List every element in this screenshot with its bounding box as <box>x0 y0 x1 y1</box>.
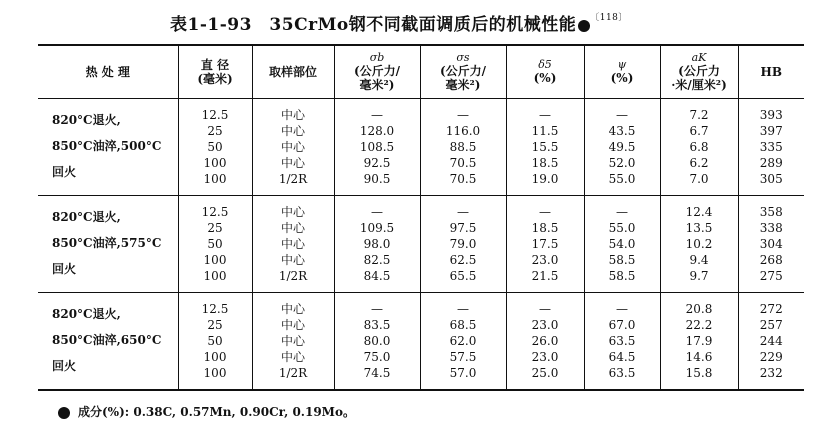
value-cell-hb: 358 338 304 268 275 <box>738 196 804 293</box>
treatment-cell: 820°C退火, 850°C油淬,500°C 回火 <box>38 99 178 196</box>
value-cell-ak: 20.8 22.2 17.9 14.6 15.8 <box>660 293 738 391</box>
treatment-group-row <box>38 196 804 293</box>
header-diameter: 直 径 (毫米) <box>178 45 252 99</box>
reference-mark: 〔118〕 <box>590 13 628 23</box>
value-cell-hb: 272 257 244 229 232 <box>738 293 804 391</box>
header-sigma-s: σs (公斤力/ 毫米²) <box>420 45 506 99</box>
table-title <box>170 10 628 35</box>
value-cell-pos: 中心 中心 中心 中心 1/2R <box>252 293 334 391</box>
value-cell-d: 12.5 25 50 100 100 <box>178 196 252 293</box>
header-position: 取样部位 <box>252 45 334 99</box>
footnote-text: 成分(%): 0.38C, 0.57Mn, 0.90Cr, 0.19Mo。 <box>78 405 355 419</box>
header-delta5: δ5 (%) <box>506 45 584 99</box>
bullet-icon <box>58 407 70 419</box>
value-cell-sb: — 128.0 108.5 92.5 90.5 <box>334 99 420 196</box>
header-row <box>38 45 804 99</box>
header-ak: aK (公斤力 ·米/厘米²) <box>660 45 738 99</box>
value-cell-d: 12.5 25 50 100 100 <box>178 293 252 391</box>
value-cell-d5: — 11.5 15.5 18.5 19.0 <box>506 99 584 196</box>
value-cell-pos: 中心 中心 中心 中心 1/2R <box>252 99 334 196</box>
value-cell-ss: — 68.5 62.0 57.5 57.0 <box>420 293 506 391</box>
header-hb: HB <box>738 45 804 99</box>
value-cell-sb: — 83.5 80.0 75.0 74.5 <box>334 293 420 391</box>
table-title-text: 表1-1-93 35CrMo钢不同截面调质后的机械性能 <box>170 15 577 35</box>
value-cell-ss: — 116.0 88.5 70.5 70.5 <box>420 99 506 196</box>
value-cell-psi: — 43.5 49.5 52.0 55.0 <box>584 99 660 196</box>
value-cell-d5: — 23.0 26.0 23.0 25.0 <box>506 293 584 391</box>
header-sigma-b: σb (公斤力/ 毫米²) <box>334 45 420 99</box>
value-cell-pos: 中心 中心 中心 中心 1/2R <box>252 196 334 293</box>
value-cell-d5: — 18.5 17.5 23.0 21.5 <box>506 196 584 293</box>
value-cell-psi: — 55.0 54.0 58.5 58.5 <box>584 196 660 293</box>
value-cell-sb: — 109.5 98.0 82.5 84.5 <box>334 196 420 293</box>
value-cell-ak: 12.4 13.5 10.2 9.4 9.7 <box>660 196 738 293</box>
bullet-icon <box>578 20 590 32</box>
treatment-cell: 820°C退火, 850°C油淬,650°C 回火 <box>38 293 178 391</box>
properties-table <box>38 44 804 391</box>
treatment-cell: 820°C退火, 850°C油淬,575°C 回火 <box>38 196 178 293</box>
value-cell-hb: 393 397 335 289 305 <box>738 99 804 196</box>
value-cell-ss: — 97.5 79.0 62.5 65.5 <box>420 196 506 293</box>
treatment-group-row <box>38 293 804 391</box>
footnote <box>58 403 355 420</box>
header-treatment: 热 处 理 <box>38 45 178 99</box>
value-cell-psi: — 67.0 63.5 64.5 63.5 <box>584 293 660 391</box>
treatment-group-row <box>38 99 804 196</box>
header-psi: ψ (%) <box>584 45 660 99</box>
value-cell-d: 12.5 25 50 100 100 <box>178 99 252 196</box>
value-cell-ak: 7.2 6.7 6.8 6.2 7.0 <box>660 99 738 196</box>
